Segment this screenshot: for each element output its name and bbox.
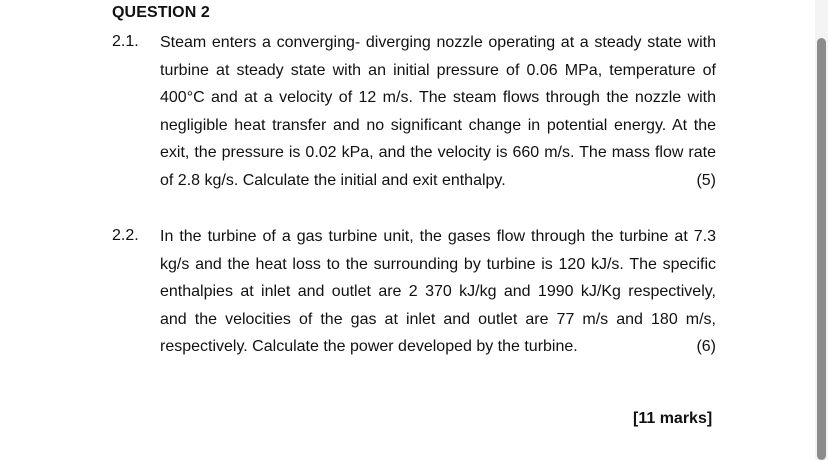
question-line: 400°C and at a velocity of 12 m/s. The steam flows through the nozzle with xyxy=(160,89,716,107)
question-line: enthalpies at inlet and outlet are 2 370 kJ/kg and 1990 kJ/Kg respectively, xyxy=(160,283,716,301)
question-line: and the velocities of the gas at inlet and outlet are 77 m/s and 180 m/s, xyxy=(160,310,716,328)
question-line: of 2.8 kg/s. Calculate the initial and exit enthalpy. xyxy=(160,171,506,189)
marks-label-2-1: (5) xyxy=(696,171,716,189)
question-last-line xyxy=(160,333,716,361)
question-text-2-1 xyxy=(160,29,716,195)
vertical-scrollbar-track[interactable] xyxy=(815,0,828,460)
question-line: negligible heat transfer and no significant change in potential energy. At the xyxy=(160,116,716,134)
total-marks: [11 marks] xyxy=(633,410,713,427)
question-heading: QUESTION 2 xyxy=(112,4,210,21)
question-line: turbine at steady state with an initial pressure of 0.06 MPa, temperature of xyxy=(160,61,716,79)
question-line: In the turbine of a gas turbine unit, the gases flow through the turbine at 7.3 xyxy=(160,228,716,245)
question-line: exit, the pressure is 0.02 kPa, and the velocity is 660 m/s. The mass flow rate xyxy=(160,144,716,162)
question-last-line xyxy=(160,167,716,195)
question-text-2-2 xyxy=(160,223,716,361)
question-line: respectively. Calculate the power developed by the turbine. xyxy=(160,338,578,356)
question-line: kg/s and the heat loss to the surrounding by turbine is 120 kJ/s. The specific xyxy=(160,255,716,273)
question-number-2-1: 2.1. xyxy=(112,33,139,50)
question-number-2-2: 2.2. xyxy=(112,227,139,244)
question-line: Steam enters a converging- diverging nozzle operating at a steady state with xyxy=(160,34,716,51)
marks-label-2-2: (6) xyxy=(696,338,716,356)
vertical-scrollbar-thumb[interactable] xyxy=(817,38,826,460)
